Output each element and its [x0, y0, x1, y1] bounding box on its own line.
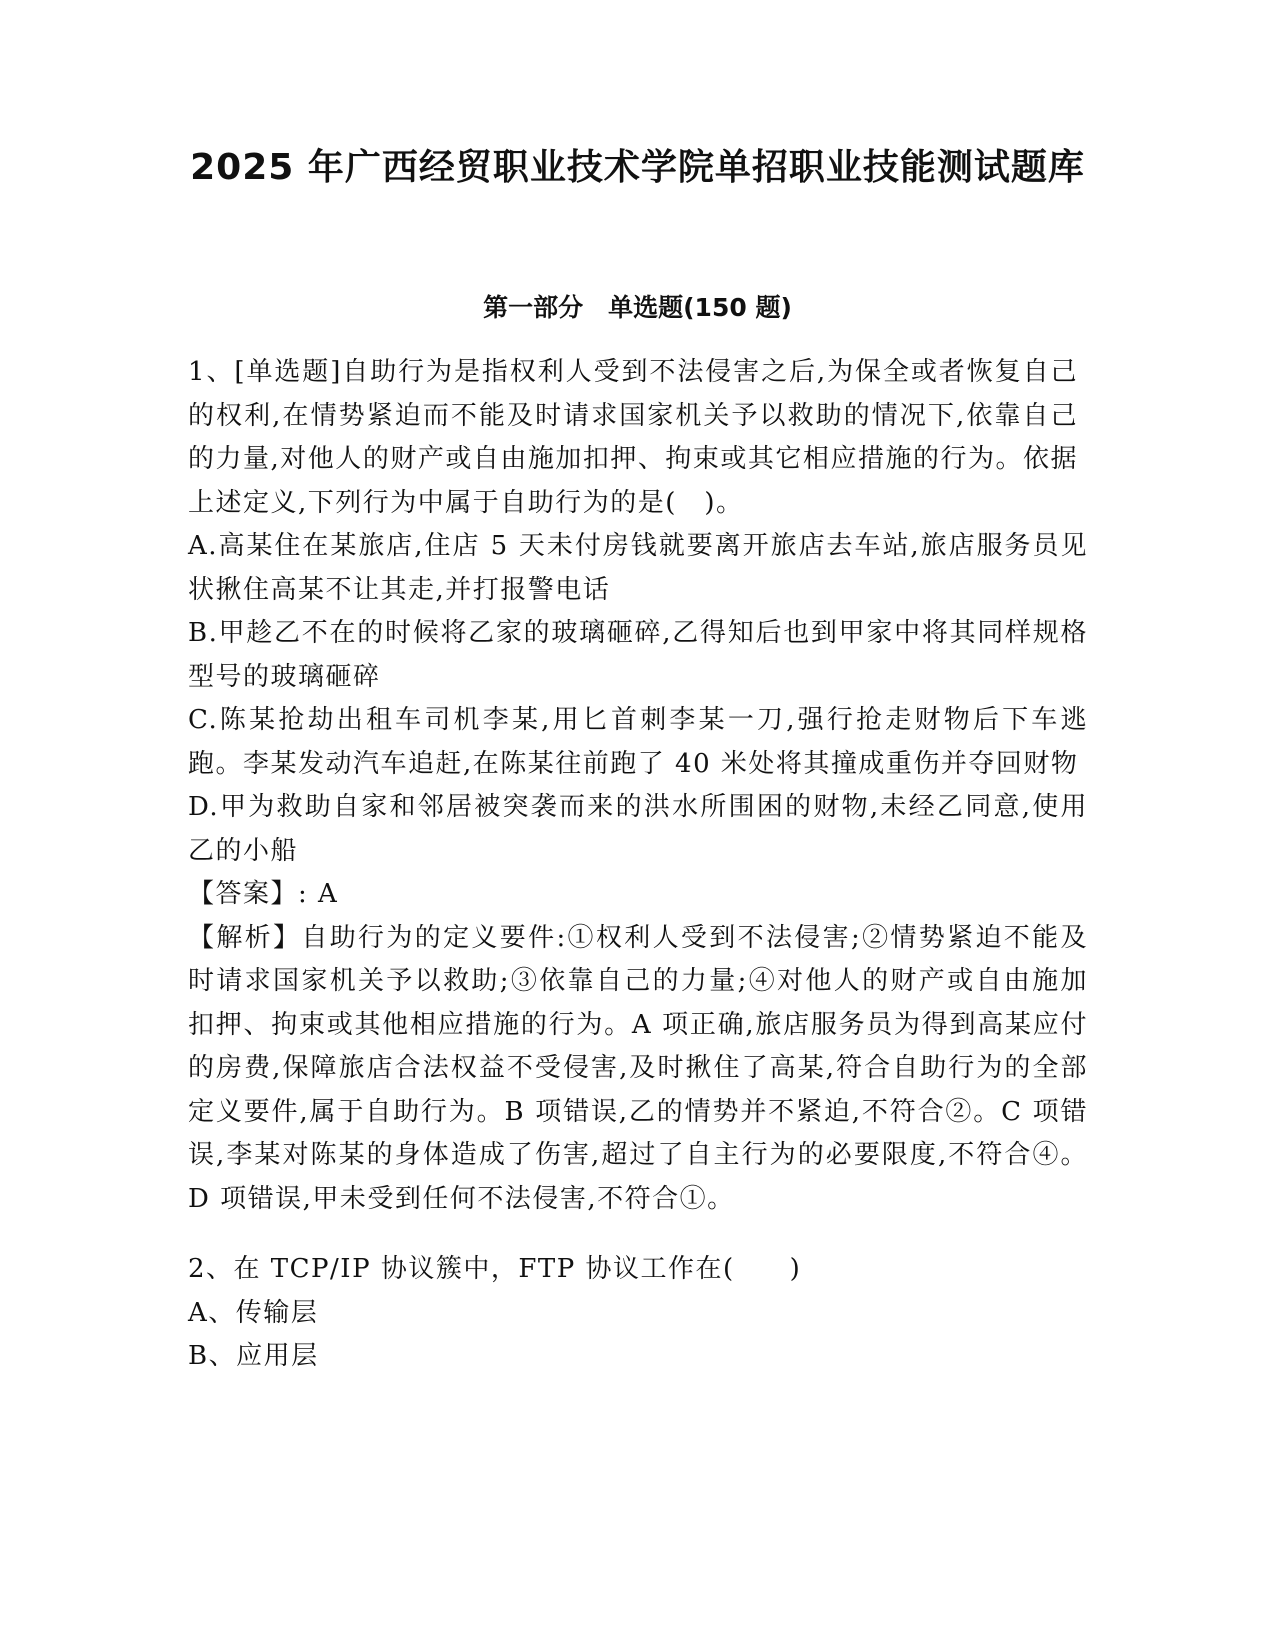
option-a: A.高某住在某旅店,住店 5 天未付房钱就要离开旅店去车站,旅店服务员见状揪住高某不让其走,并打报警电话 — [188, 531, 1088, 605]
option-b: B.甲趁乙不在的时候将乙家的玻璃砸碎,乙得知后也到甲家中将其同样规格型号的玻璃砸碎 — [188, 618, 1088, 692]
option-d: D.甲为救助自家和邻居被突袭而来的洪水所围困的财物,未经乙同意,使用乙的小船 — [188, 792, 1088, 866]
question-1 — [188, 351, 1088, 1221]
answer-line: 【答案】: A — [188, 879, 339, 909]
question-2 — [188, 1248, 1088, 1379]
question-spacer — [188, 1221, 1088, 1248]
page-title: 2025 年广西经贸职业技术学院单招职业技能测试题库 — [190, 147, 1085, 188]
question-list — [188, 351, 1088, 1379]
section-heading: 第一部分 单选题(150 题) — [483, 293, 792, 322]
question-stem: 2、在 TCP/IP 协议簇中，FTP 协议工作在( ) — [188, 1254, 802, 1284]
option-b: B、应用层 — [188, 1341, 319, 1371]
analysis-paragraph: 【解析】自助行为的定义要件:①权利人受到不法侵害;②情势紧迫不能及时请求国家机关予以救助;③依靠自己的力量;④对他人的财产或自由施加扣押、拘束或其他相应措施的行为。A 项正确,旅店服务员为得到高某应付的房费,保障旅店合法权益不受侵害,及时揪住了高某,符合自助行为的全部定义要件,属于自助行为。B 项错误,乙的情势并不紧迫,不符合②。C 项错误,李某对陈某的身体造成了伤害,超过了自主行为的必要限度,不符合④。D 项错误,甲未受到任何不法侵害,不符合①。 — [188, 922, 1088, 1214]
question-stem: 1、[单选题]自助行为是指权利人受到不法侵害之后,为保全或者恢复自己的权利,在情势紧迫而不能及时请求国家机关予以救助的情况下,依靠自己的力量,对他人的财产或自由施加扣押、拘束或其它相应措施的行为。依据上述定义,下列行为中属于自助行为的是( )。 — [188, 357, 1078, 518]
option-c: C.陈某抢劫出租车司机李某,用匕首刺李某一刀,强行抢走财物后下车逃跑。李某发动汽车追赶,在陈某往前跑了 40 米处将其撞成重伤并夺回财物 — [188, 705, 1088, 779]
option-a: A、传输层 — [188, 1297, 319, 1328]
